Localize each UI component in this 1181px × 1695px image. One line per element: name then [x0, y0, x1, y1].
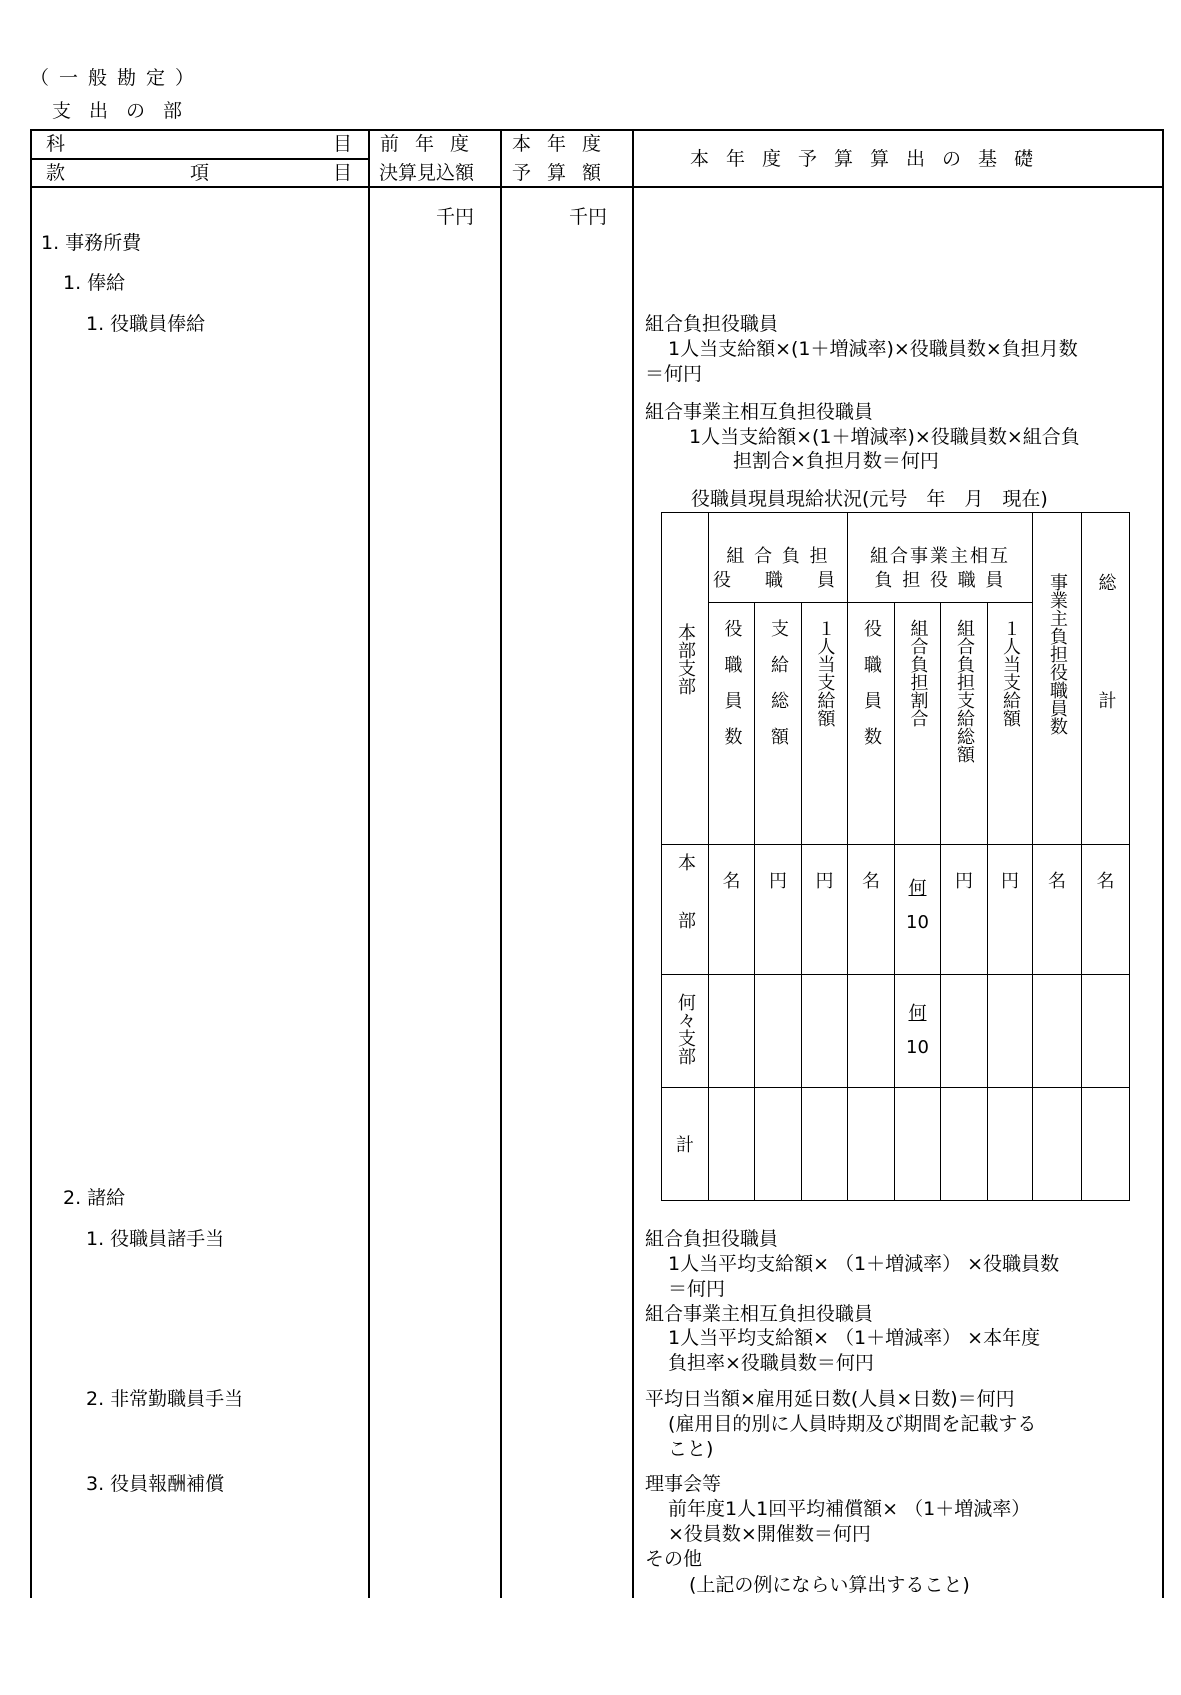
basis-line: ×役員数×開催数＝何円	[668, 1523, 871, 1545]
header-bottom-border	[30, 186, 1164, 188]
unit-cell: 円	[988, 845, 1033, 975]
item-moku-2-3: 3. 役員報酬補償	[86, 1473, 225, 1495]
basis-line: その他	[645, 1548, 703, 1570]
col-employer-header: 事業主負担役職員数	[1033, 513, 1082, 845]
basis-line: 1人当支給額×(1＋増減率)×役職員数×組合負	[689, 426, 1080, 448]
header-basis: 本年度予算算出の基礎	[690, 148, 1051, 170]
header-divider	[30, 158, 368, 160]
table-row	[662, 845, 1130, 975]
col-branch-header: 本部支部	[662, 513, 709, 845]
sub-header: 支給総額	[755, 603, 802, 845]
basis-line: 1人当平均支給額× （1＋増減率） ×本年度	[668, 1327, 1041, 1349]
sub-header: 組合負担割合	[895, 603, 941, 845]
item-kou-1: 1. 俸給	[63, 272, 126, 294]
sub-header: 役職員数	[848, 603, 895, 845]
basis-line: ＝何円	[668, 1278, 726, 1300]
basis-line: 1人当平均支給額× （1＋増減率） ×役職員数	[668, 1253, 1060, 1275]
row-label: 計	[662, 1088, 709, 1201]
group-union-header: 組 合 負 担 役 職 員	[709, 513, 848, 603]
basis-line: こと)	[668, 1438, 714, 1460]
sub-header: １人当支給額	[802, 603, 848, 845]
basis-line: (雇用目的別に人員時期及び期間を記載する	[668, 1413, 1037, 1435]
basis-line: 組合負担役職員	[645, 313, 779, 335]
group-mutual-header: 組合事業主相互 負 担 役 職 員	[848, 513, 1033, 603]
unit-cell: 名	[848, 845, 895, 975]
unit-prev: 千円	[436, 206, 475, 228]
header-kan: 款	[46, 162, 66, 184]
basis-line: 1人当支給額×(1＋増減率)×役職員数×負担月数	[668, 338, 1078, 360]
row-label: 何々支部	[662, 975, 709, 1088]
unit-cell: 名	[1082, 845, 1130, 975]
unit-cell: 名	[1033, 845, 1082, 975]
item-kou-2: 2. 諸給	[63, 1187, 126, 1209]
item-moku-2-1: 1. 役職員諸手当	[86, 1228, 225, 1250]
col-total-header: 総計	[1082, 513, 1130, 845]
row-label: 本部	[662, 845, 709, 975]
header-moku: 目	[333, 162, 353, 184]
unit-cell: 円	[802, 845, 848, 975]
basis-line: (上記の例にならい算出すること)	[689, 1574, 970, 1596]
header-curr-year: 本年度	[512, 133, 618, 155]
col-divider	[500, 129, 502, 1598]
basis-line: 理事会等	[645, 1473, 722, 1495]
staff-status-table	[661, 512, 1130, 1201]
sub-header: １人当支給額	[988, 603, 1033, 845]
item-moku-2-2: 2. 非常勤職員手当	[86, 1388, 244, 1410]
sub-header: 組合負担支給総額	[941, 603, 988, 845]
header-kamoku-left: 科	[46, 133, 66, 155]
header-kamoku-right: 目	[333, 133, 353, 155]
item-kan-1: 1. 事務所費	[41, 232, 142, 254]
ratio-cell: $\frac{\text{何}}{10}$	[895, 975, 941, 1088]
table-row	[662, 975, 1130, 1088]
unit-cell: 円	[755, 845, 802, 975]
item-moku-1: 1. 役職員俸給	[86, 313, 206, 335]
sub-header: 役職員数	[709, 603, 755, 845]
unit-curr: 千円	[569, 206, 608, 228]
table-right-border	[1162, 129, 1164, 1598]
col-divider	[632, 129, 634, 1598]
header-prev-year: 前年度	[380, 133, 486, 155]
table-left-border	[30, 129, 32, 1598]
ratio-cell: $\frac{\text{何}}{10}$	[895, 845, 941, 975]
col-divider	[368, 129, 370, 1598]
basis-line: 前年度1人1回平均補償額× （1＋増減率）	[668, 1498, 1031, 1520]
header-curr-budget: 予算額	[512, 162, 618, 184]
table-row	[662, 1088, 1130, 1201]
staff-table-title: 役職員現員現給状況(元号 年 月 現在)	[691, 488, 1048, 510]
basis-line: 負担率×役職員数＝何円	[668, 1352, 874, 1374]
basis-line: 組合事業主相互負担役職員	[645, 401, 874, 423]
unit-cell: 名	[709, 845, 755, 975]
account-heading: （一般勘定）	[30, 67, 205, 89]
basis-line: 担割合×負担月数＝何円	[733, 450, 939, 472]
section-heading: 支出の部	[52, 100, 201, 122]
basis-line: ＝何円	[645, 363, 703, 385]
basis-line: 組合事業主相互負担役職員	[645, 1303, 874, 1325]
basis-line: 組合負担役職員	[645, 1228, 779, 1250]
unit-cell: 円	[941, 845, 988, 975]
basis-line: 平均日当額×雇用延日数(人員×日数)＝何円	[645, 1388, 1015, 1410]
table-top-border	[30, 129, 1164, 131]
header-prev-estimate: 決算見込額	[379, 162, 475, 184]
header-kou: 項	[190, 162, 210, 184]
